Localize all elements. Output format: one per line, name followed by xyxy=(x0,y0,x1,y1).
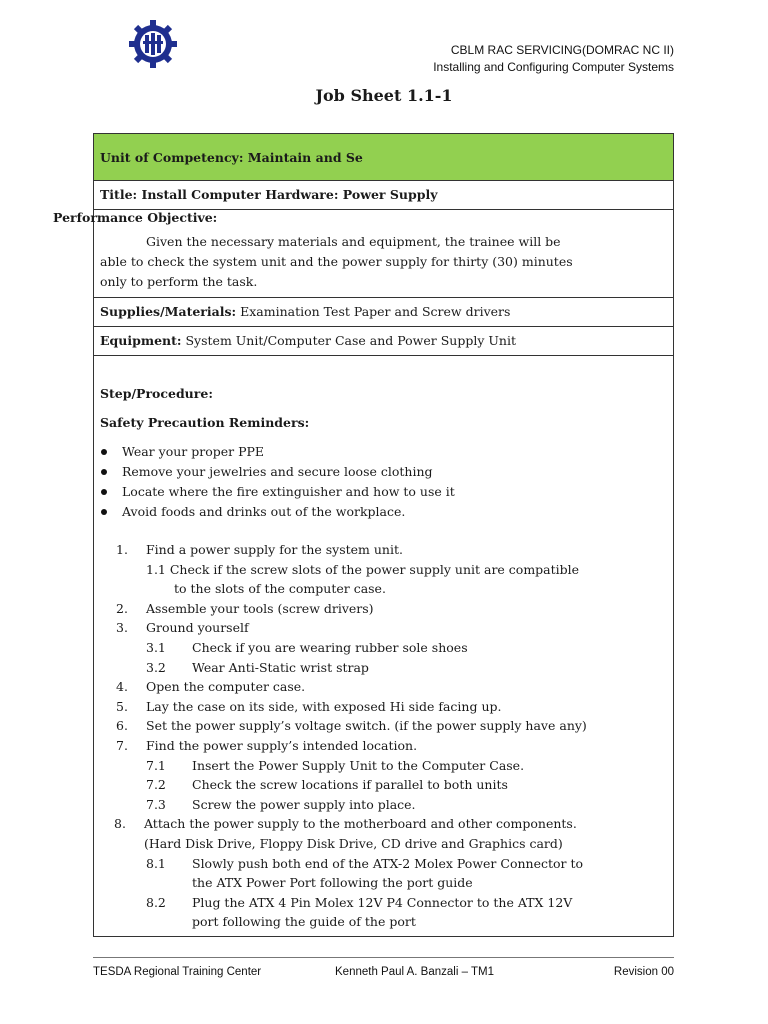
supplies-row xyxy=(94,298,673,327)
safety-bullet-item: Remove your jewelries and secure loose clothing xyxy=(122,464,433,479)
unit-of-competency: Unit of Competency: Maintain and Se xyxy=(100,150,363,165)
step-number: 7.2 xyxy=(146,777,166,793)
safety-label: Safety Precaution Reminders: xyxy=(100,415,310,430)
step-number: 1. xyxy=(116,542,128,557)
safety-bullet-item: Wear your proper PPE xyxy=(122,444,265,459)
document-header xyxy=(433,42,674,76)
title-row-text: Title: Install Computer Hardware: Power Supply xyxy=(100,187,438,202)
step-text: Ground yourself xyxy=(146,620,249,636)
step-text: Attach the power supply to the motherboard and other components. xyxy=(144,816,577,832)
step-text: Insert the Power Supply Unit to the Computer Case. xyxy=(192,757,525,773)
supplies-label: Supplies/Materials: xyxy=(100,304,237,319)
footer-left: TESDA Regional Training Center xyxy=(93,966,262,978)
performance-line-3: only to perform the task. xyxy=(100,274,258,289)
step-number: 2. xyxy=(116,600,128,616)
title-row xyxy=(94,181,673,210)
step-text: Check the screw locations if parallel to both units xyxy=(192,777,508,793)
performance-objective-label: Performance Objective: xyxy=(53,210,218,225)
safety-bullet-item: Avoid foods and drinks out of the workplace. xyxy=(122,504,406,519)
header-line-1: CBLM RAC SERVICING(DOMRAC NC II) xyxy=(450,43,674,57)
procedure-label: Step/Procedure: xyxy=(100,386,213,401)
step-text: Find a power supply for the system unit. xyxy=(146,542,403,557)
equipment-label: Equipment: xyxy=(100,333,182,348)
unit-of-competency-row xyxy=(94,134,673,181)
equipment-text xyxy=(100,331,516,351)
supplies-value: Examination Test Paper and Screw drivers xyxy=(236,304,511,319)
bullet-icon xyxy=(101,449,107,455)
step-text: Slowly push both end of the ATX-2 Molex Power Connector to xyxy=(192,855,584,871)
footer-divider xyxy=(93,957,674,958)
step-number: 7.3 xyxy=(146,796,166,812)
step-number: 7.1 xyxy=(146,757,166,773)
step-text: Find the power supply’s intended location. xyxy=(146,738,418,753)
step-number: 8.2 xyxy=(146,894,166,910)
step-text: the ATX Power Port following the port guide xyxy=(192,875,473,891)
step-number: 5. xyxy=(116,698,128,714)
footer-center: Kenneth Paul A. Banzali – TM1 xyxy=(335,966,494,978)
step-text: Open the computer case. xyxy=(146,679,306,695)
step-text: Lay the case on its side, with exposed Hi side facing up. xyxy=(146,698,502,714)
bullet-icon xyxy=(101,469,107,475)
equipment-value: System Unit/Computer Case and Power Supply Unit xyxy=(181,333,516,348)
step-text: (Hard Disk Drive, Floppy Disk Drive, CD drive and Graphics card) xyxy=(144,836,563,851)
page-title: Job Sheet 1.1-1 xyxy=(315,86,453,105)
step-number: 8.1 xyxy=(146,855,166,871)
step-number: 4. xyxy=(116,679,128,695)
step-text: to the slots of the computer case. xyxy=(174,581,386,597)
step-text: Plug the ATX 4 Pin Molex 12V P4 Connector to the ATX 12V xyxy=(192,894,573,910)
header-line-2: Installing and Configuring Computer Systems xyxy=(433,60,674,74)
bullet-icon xyxy=(101,509,107,515)
bullet-icon xyxy=(101,489,107,495)
step-text: Screw the power supply into place. xyxy=(192,796,416,812)
performance-line-1: Given the necessary materials and equipment, the trainee will be xyxy=(146,234,561,249)
step-number: 3. xyxy=(116,620,128,636)
step-text: Wear Anti-Static wrist strap xyxy=(192,659,369,675)
step-text: port following the guide of the port xyxy=(192,914,416,930)
tesda-logo-icon xyxy=(128,19,178,69)
performance-line-2: able to check the system unit and the power supply for thirty (30) minutes xyxy=(100,254,573,269)
step-text: Assemble your tools (screw drivers) xyxy=(146,600,374,616)
supplies-text xyxy=(100,302,510,322)
step-number: 8. xyxy=(114,816,126,832)
step-number: 3.1 xyxy=(146,640,166,655)
step-number: 3.2 xyxy=(146,659,166,675)
footer-right: Revision 00 xyxy=(613,966,674,978)
step-text: Check if you are wearing rubber sole shoes xyxy=(192,640,468,655)
step-text: 1.1 Check if the screw slots of the power supply unit are compatible xyxy=(146,561,580,577)
step-text: Set the power supply’s voltage switch. (if the power supply have any) xyxy=(146,718,587,734)
equipment-row xyxy=(94,327,673,356)
step-number: 6. xyxy=(116,718,128,734)
safety-bullet-item: Locate where the fire extinguisher and how to use it xyxy=(122,484,455,499)
step-number: 7. xyxy=(116,738,128,753)
job-sheet-table xyxy=(93,133,674,937)
